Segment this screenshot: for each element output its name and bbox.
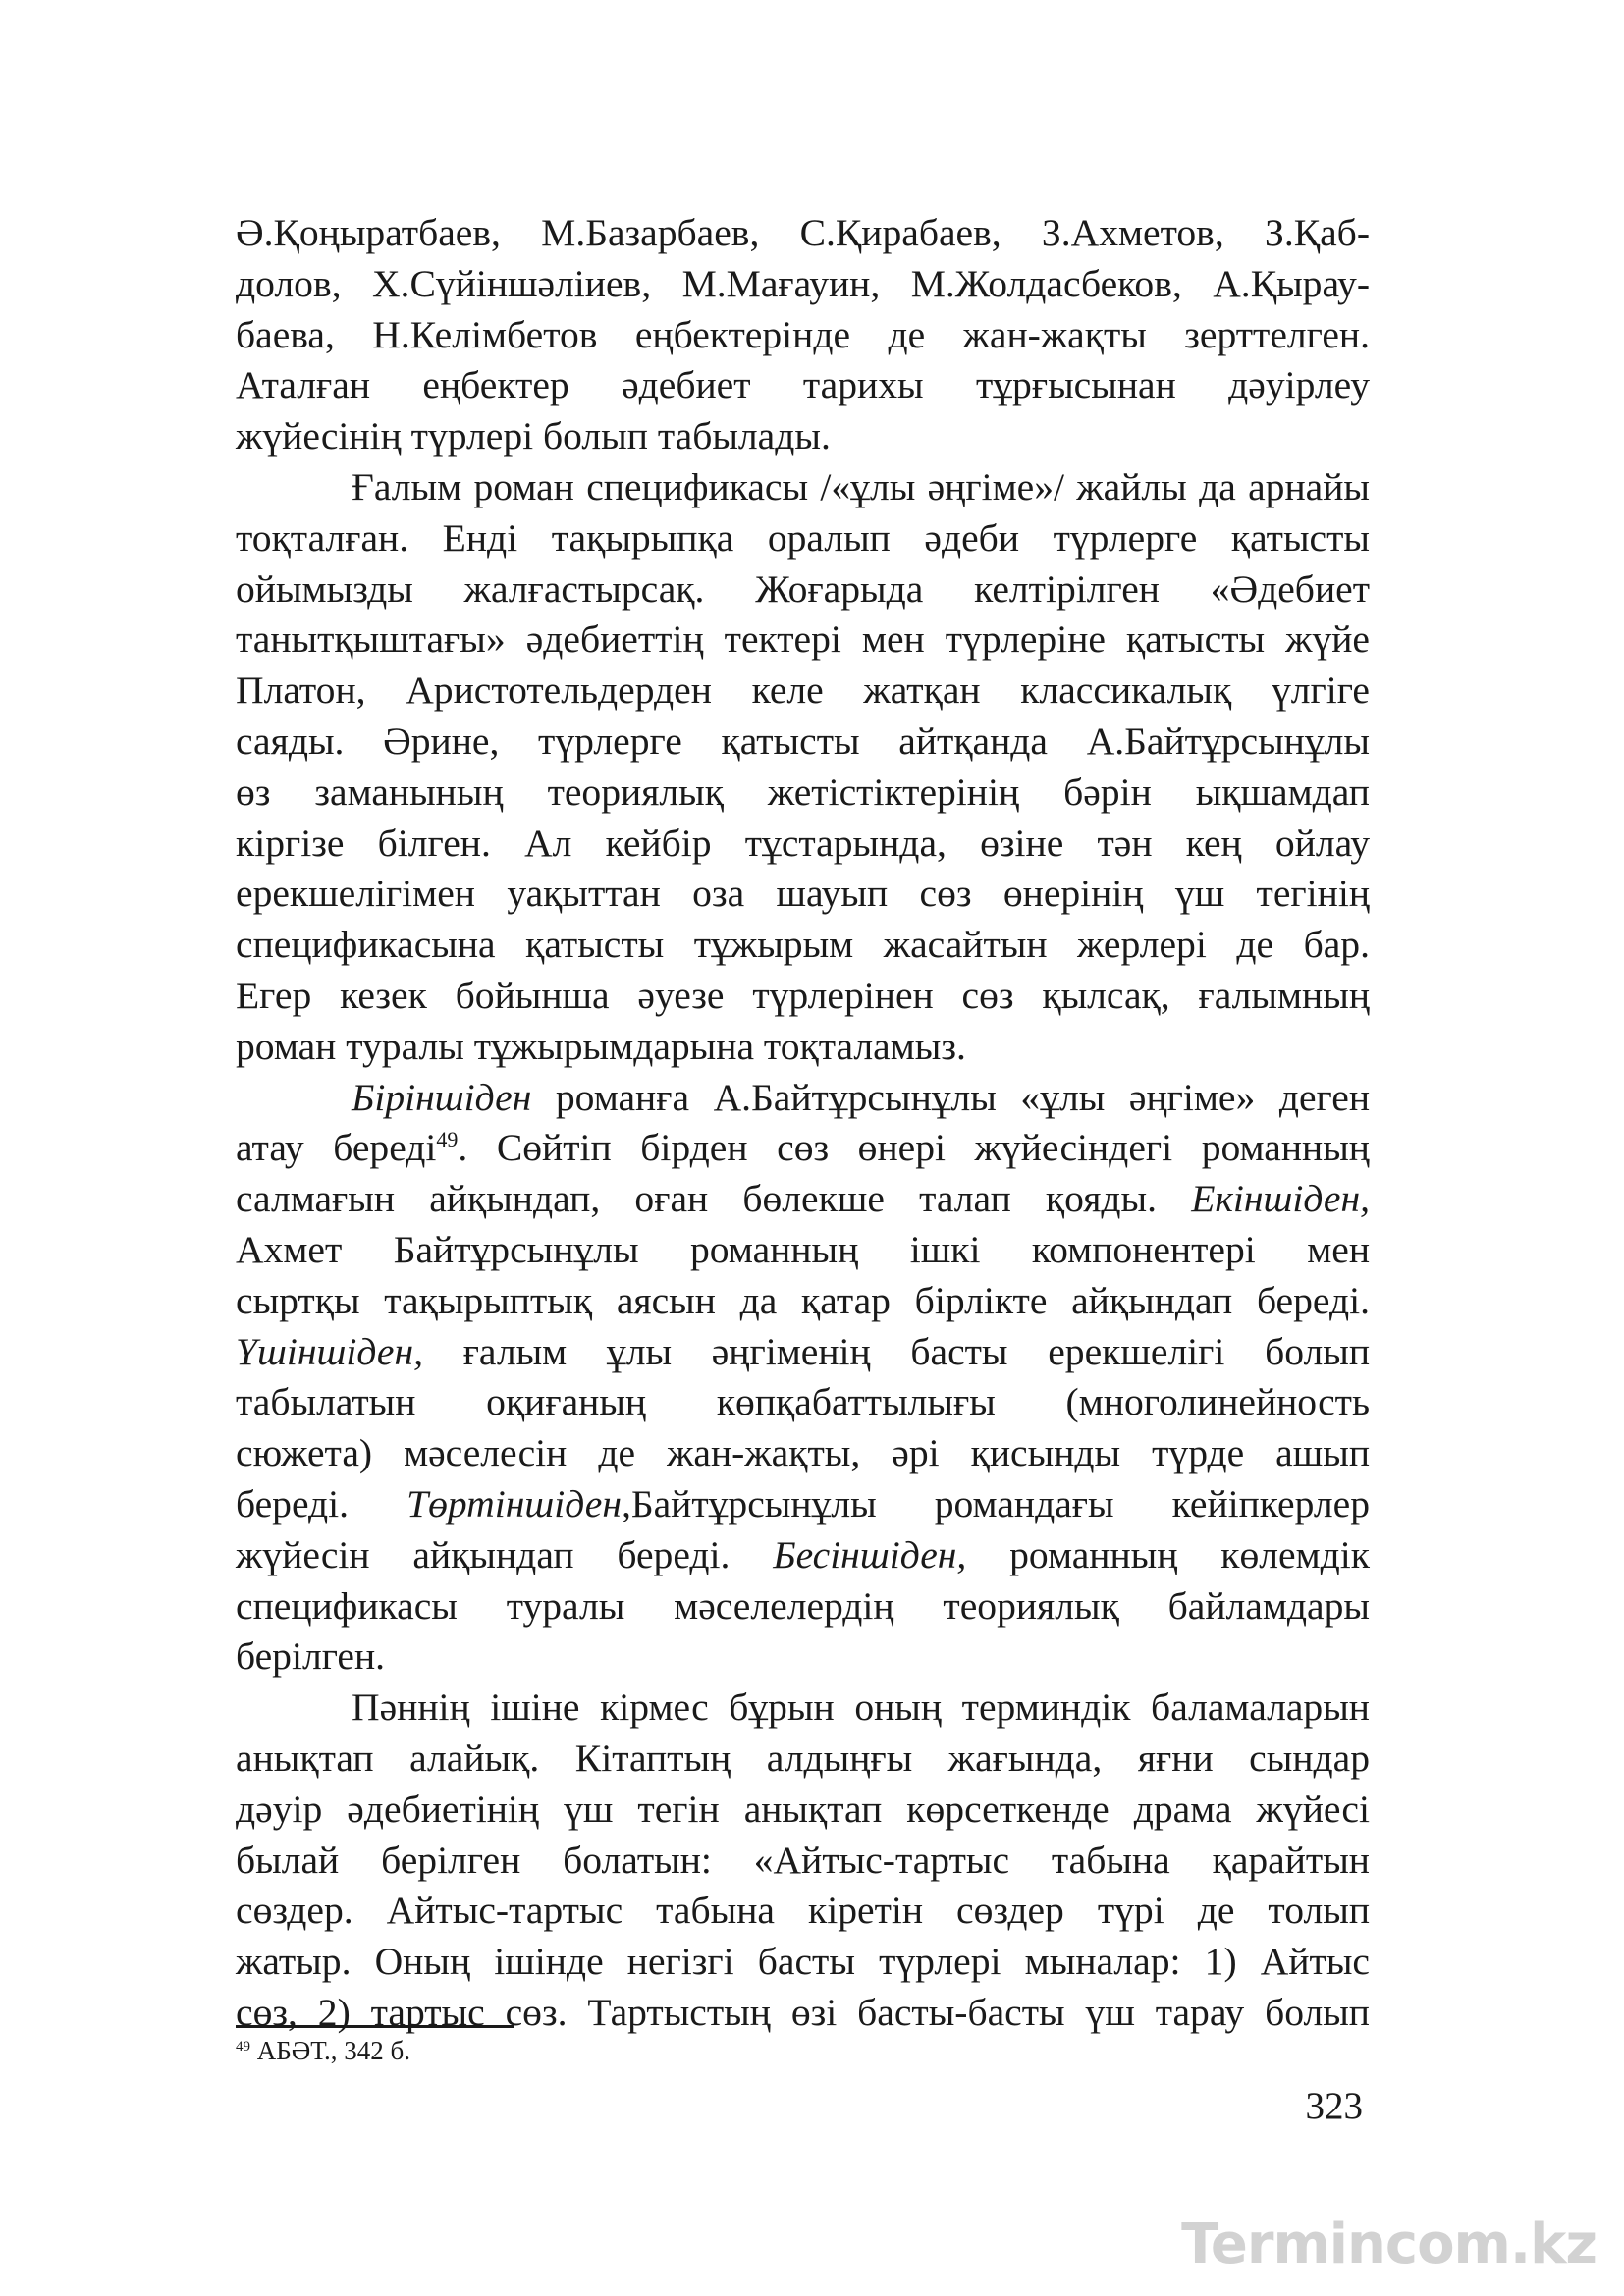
text-run: атау береді — [236, 1126, 437, 1170]
text-run: романға А.Байтұрсынұлы «ұлы әңгіме» деген — [531, 1075, 1370, 1119]
page-number: 323 — [1305, 2085, 1363, 2127]
footnote-text: АБӘТ., 342 б. — [250, 2036, 411, 2065]
text-line — [236, 1682, 1370, 1734]
text-run: сюжета) мәселесін де жан-жақты, әрі қисынды түрде ашып — [236, 1431, 1370, 1475]
text-run: долов, Х.Сүйіншәліиев, М.Мағауин, М.Жолдасбеков, А.Қырау- — [236, 261, 1370, 305]
text-run: спецификасы туралы мәселелердің теориялық байламдары — [236, 1583, 1370, 1628]
text-line — [236, 614, 1370, 666]
text-run: баева, Н.Келімбетов еңбектерінде де жан-жақты зерттелген. — [236, 312, 1370, 356]
text-line — [236, 1073, 1370, 1124]
paragraph — [236, 208, 1370, 462]
text-run: дәуір әдебиетінің үш тегін анықтап көрсеткенде драма жүйесі — [236, 1787, 1370, 1831]
text-run: береді. — [236, 1481, 407, 1525]
text-line — [236, 462, 1370, 513]
text-run: табылатын оқиғаның көпқабаттылығы (многолинейность — [236, 1380, 1370, 1424]
text-line — [236, 564, 1370, 615]
text-run: Ахмет Байтұрсынұлы романның ішкі компонентері мен — [236, 1227, 1370, 1271]
text-run: Ә.Қоңыратбаев, М.Базарбаев, С.Қирабаев, З.Ахметов, З.Қаб- — [236, 211, 1370, 254]
text-line — [236, 1174, 1370, 1225]
paragraph — [236, 1682, 1370, 2039]
text-run: спецификасына қатысты тұжырым жасайтын жерлері де бар. — [236, 923, 1370, 967]
text-run: Егер кезек бойынша әуезе түрлерінен сөз қылсақ, ғалымның — [236, 973, 1370, 1017]
text-line — [236, 1022, 1370, 1073]
italic-text: Екіншіден, — [1191, 1177, 1370, 1221]
text-line — [236, 1327, 1370, 1378]
text-run: романның көлемдік — [966, 1532, 1370, 1576]
text-line — [236, 1479, 1370, 1530]
italic-text: Үшіншіден, — [236, 1329, 423, 1373]
text-run: ойымызды жалғастырсақ. Жоғарыда келтірілген «Әдебиет — [236, 566, 1370, 611]
text-run: тоқталған. Енді тақырыпқа оралып әдеби түрлерге қатысты — [236, 515, 1370, 560]
footnote-marker: 49 — [236, 2039, 250, 2055]
text-line — [236, 819, 1370, 870]
text-line — [236, 208, 1370, 259]
text-run: жатыр. Оның ішінде негізгі басты түрлері мыналар: 1) Айтыс — [236, 1940, 1370, 1984]
text-run: Аталған еңбектер әдебиет тарихы тұрғысынан дәуірлеу — [236, 363, 1370, 407]
text-run: ғалым ұлы әңгіменің басты ерекшелігі болып — [423, 1329, 1370, 1373]
footnote — [236, 2034, 410, 2067]
text-run: Пәннің ішіне кірмес бұрын оның терминдік баламаларын — [352, 1685, 1370, 1730]
watermark-logo: Termincom.kz — [1181, 2213, 1597, 2276]
text-run: кіргізе білген. Ал кейбір тұстарында, өзіне тән кең ойлау — [236, 821, 1370, 865]
text-run: анықтап алайық. Кітаптың алдыңғы жағында, яғни сындар — [236, 1735, 1370, 1780]
text-line — [236, 1937, 1370, 1988]
text-line — [236, 1276, 1370, 1327]
text-run: салмағын айқындап, оған бөлекше талап қояды. — [236, 1177, 1192, 1221]
paragraph — [236, 462, 1370, 1073]
text-line — [236, 768, 1370, 819]
text-run: сыртқы тақырыптық аясын да қатар бірлікте айқындап береді. — [236, 1278, 1370, 1322]
text-line — [236, 1428, 1370, 1479]
text-line — [236, 259, 1370, 310]
text-line — [236, 513, 1370, 564]
text-line — [236, 1631, 1370, 1682]
text-line — [236, 666, 1370, 717]
text-run: танытқыштағы» әдебиеттің тектері мен түрлеріне қатысты жүйе — [236, 617, 1370, 662]
text-run: Ғалым роман спецификасы /«ұлы әңгіме»/ жайлы да арнайы — [352, 464, 1370, 508]
text-run: Платон, Аристотельдерден келе жатқан классикалық үлгіге — [236, 668, 1370, 713]
italic-text: Бесіншіден, — [773, 1532, 967, 1576]
text-line — [236, 1886, 1370, 1937]
text-line — [236, 1225, 1370, 1276]
text-run: ерекшелігімен уақыттан оза шауып сөз өнерінің үш тегінің — [236, 872, 1370, 916]
text-run: сөздер. Айтыс-тартыс табына кіретін сөздер түрі де толып — [236, 1889, 1370, 1933]
text-line — [236, 869, 1370, 920]
text-line — [236, 1836, 1370, 1887]
text-line — [236, 1377, 1370, 1428]
text-run: былай берілген болатын: «Айтыс-тартыс табына қарайтын — [236, 1838, 1370, 1882]
text-line — [236, 1988, 1370, 2039]
text-run: берілген. — [236, 1634, 386, 1679]
text-line — [236, 411, 1370, 462]
text-line — [236, 1123, 1370, 1174]
text-line — [236, 360, 1370, 411]
text-run: Байтұрсынұлы романдағы кейіпкерлер — [630, 1481, 1370, 1525]
text-line — [236, 1785, 1370, 1836]
text-run: жүйесінің түрлері болып табылады. — [236, 414, 831, 458]
page-body — [236, 208, 1370, 2039]
text-line — [236, 920, 1370, 971]
italic-text: Біріншіден — [352, 1075, 532, 1119]
text-line — [236, 1734, 1370, 1785]
paragraph — [236, 1073, 1370, 1683]
footnote-reference: 49 — [436, 1127, 459, 1152]
text-line — [236, 971, 1370, 1022]
text-run: саяды. Әрине, түрлерге қатысты айтқанда А.Байтұрсынұлы — [236, 719, 1370, 763]
footnote-divider — [236, 2025, 514, 2028]
text-run: . Сөйтіп бірден сөз өнері жүйесіндегі романның — [458, 1126, 1370, 1170]
text-line — [236, 310, 1370, 361]
text-run: сөз, 2) тартыс сөз. Тартыстың өзі басты-басты үш тарау болып — [236, 1990, 1370, 2034]
text-run: роман туралы тұжырымдарына тоқталамыз. — [236, 1024, 966, 1068]
text-line — [236, 1530, 1370, 1581]
text-run: жүйесін айқындап береді. — [236, 1532, 774, 1576]
text-line — [236, 717, 1370, 768]
text-line — [236, 1581, 1370, 1632]
italic-text: Төртіншіден, — [406, 1481, 631, 1525]
text-run: өз заманының теориялық жетістіктерінің бәрін ықшамдап — [236, 770, 1370, 814]
